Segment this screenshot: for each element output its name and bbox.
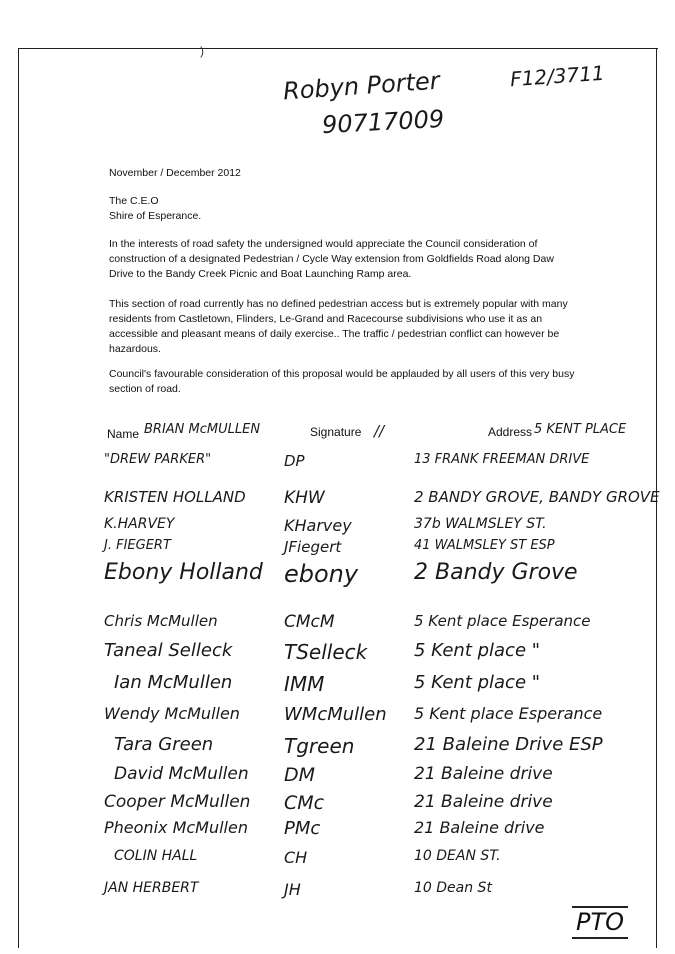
signer-address: 5 KENT PLACE (534, 422, 627, 437)
signature-row (104, 672, 664, 702)
signature-row (104, 734, 664, 764)
column-label-name: Name (107, 427, 140, 441)
signature-row (104, 818, 664, 848)
signer-signature: DP (284, 452, 305, 470)
signer-signature: CH (284, 848, 308, 867)
signer-signature: JFiegert (284, 538, 342, 556)
letter-date: November / December 2012 (109, 167, 241, 179)
signer-address: 13 FRANK FREEMAN DRIVE (414, 452, 590, 467)
signer-name: COLIN HALL (114, 848, 198, 864)
signature-row (104, 452, 664, 482)
page-frame-top (18, 48, 658, 49)
signature-row (104, 422, 664, 452)
signer-signature: PMc (284, 818, 321, 839)
signature-row (104, 848, 664, 878)
handwritten-header-name: Robyn Porter (282, 66, 441, 106)
signer-signature: CMcM (284, 612, 335, 632)
signer-name: David McMullen (114, 764, 249, 784)
signer-address: 10 Dean St (414, 880, 492, 896)
signer-name: J. FIEGERT (104, 538, 171, 553)
signer-name: Cooper McMullen (104, 792, 251, 812)
signer-address: 2 BANDY GROVE, BANDY GROVE (414, 488, 660, 506)
signer-address: 37b WALMSLEY ST. (414, 516, 547, 532)
signer-name: Taneal Selleck (104, 640, 233, 661)
margin-mark: ) (200, 44, 204, 58)
recipient-line-2: Shire of Esperance. (109, 210, 202, 222)
signature-row (104, 764, 664, 794)
signer-address: 2 Bandy Grove (414, 560, 578, 585)
signer-name: Ebony Holland (104, 560, 263, 585)
signer-name: Chris McMullen (104, 612, 218, 630)
signer-signature: KHW (284, 488, 325, 508)
signer-signature: // (374, 422, 385, 440)
signer-signature: DM (284, 764, 316, 786)
signer-name: "DREW PARKER" (104, 452, 212, 467)
signer-name: Pheonix McMullen (104, 818, 248, 837)
signer-address: 21 Baleine drive (414, 818, 545, 837)
signer-address: 5 Kent place Esperance (414, 704, 603, 723)
signer-signature: TSelleck (284, 640, 368, 664)
column-label-signature: Signature (310, 425, 362, 439)
signer-address: 5 Kent place " (414, 640, 541, 661)
signer-name: Wendy McMullen (104, 704, 240, 723)
signature-row (104, 704, 664, 734)
signer-name: KRISTEN HOLLAND (104, 488, 246, 506)
recipient-line-1: The C.E.O (109, 195, 159, 207)
signer-signature: WMcMullen (284, 704, 387, 725)
signer-signature: KHarvey (284, 516, 352, 535)
signer-name: Tara Green (114, 734, 214, 755)
signature-row (104, 560, 664, 590)
handwritten-reference: F12/3711 (509, 60, 606, 92)
signer-name: BRIAN McMULLEN (144, 422, 261, 437)
signer-address: 21 Baleine Drive ESP (414, 734, 603, 755)
letter-paragraph-2: This section of road currently has no defined pedestrian access but is extremely popular with many residents from Castletown, Flinders, Le-Grand and Racecourse subdivisions who use it as an accessible and pleasant means of daily exercise.. The traffic / pedestrian conflict can however be hazardous. (109, 298, 568, 355)
signer-signature: CMc (284, 792, 325, 814)
signer-signature: ebony (284, 560, 359, 588)
signer-name: K.HARVEY (104, 516, 175, 532)
handwritten-header-number: 90717009 (321, 104, 445, 140)
signer-address: 5 Kent place " (414, 672, 541, 693)
signer-signature: JH (284, 880, 301, 899)
column-label-address: Address (488, 425, 533, 439)
signer-address: 5 Kent place Esperance (414, 612, 591, 630)
signer-name: Ian McMullen (114, 672, 233, 693)
signer-address: 21 Baleine drive (414, 792, 553, 812)
pto-note: PTO (572, 906, 628, 936)
signature-row (104, 488, 664, 518)
signer-name: JAN HERBERT (104, 880, 199, 896)
signature-row (104, 640, 664, 670)
signer-address: 41 WALMSLEY ST ESP (414, 538, 555, 553)
signer-address: 21 Baleine drive (414, 764, 553, 784)
letter-paragraph-1: In the interests of road safety the undersigned would appreciate the Council consideration of construction of a designated Pedestrian / Cycle Way extension from Goldfields Road along Daw Drive to the Bandy Creek Picnic and Boat Launching Ramp area. (109, 238, 554, 280)
signer-signature: IMM (284, 672, 325, 696)
page-frame-left (18, 48, 19, 948)
signer-signature: Tgreen (284, 734, 355, 758)
signer-address: 10 DEAN ST. (414, 848, 501, 864)
letter-paragraph-3: Council's favourable consideration of this proposal would be applauded by all users of this very busy section of road. (109, 368, 575, 395)
signature-row (104, 612, 664, 642)
